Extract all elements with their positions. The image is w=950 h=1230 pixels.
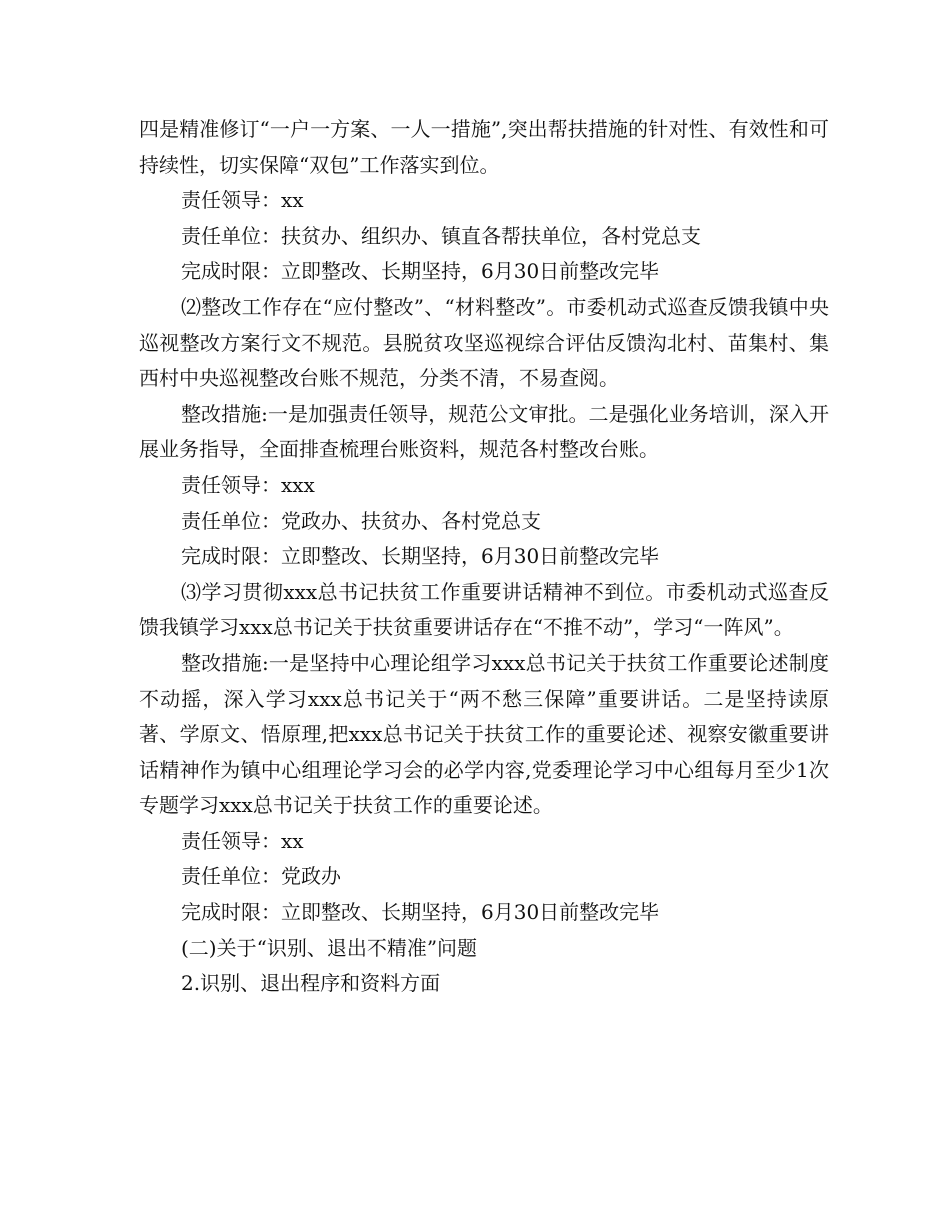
paragraph-issue-3: ⑶学习贯彻xxx总书记扶贫工作重要讲话精神不到位。市委机动式巡查反馈我镇学习xxx总书记关于扶贫重要讲话存在“不推不动”，学习“一阵风”。	[139, 579, 829, 640]
paragraph-responsible-leader-3: 责任领导：xx	[181, 828, 304, 853]
paragraph-measure-4: 四是精准修订“一户一方案、一人一措施”,突出帮扶措施的针对性、有效性和可持续性，切实保障“双包”工作落实到位。	[139, 117, 829, 177]
paragraph-responsible-unit-3: 责任单位：党政办	[181, 864, 341, 889]
paragraph-deadline-3: 完成时限：立即整改、长期坚持，6月30日前整改完毕	[181, 900, 660, 925]
subsection-heading-procedures: 2.识别、退出程序和资料方面	[181, 971, 441, 996]
paragraph-responsible-unit-1: 责任单位：扶贫办、组织办、镇直各帮扶单位，各村党总支	[181, 223, 701, 248]
paragraph-measures-3: 整改措施:一是坚持中心理论组学习xxx总书记关于扶贫工作重要论述制度不动摇，深入学习xxx总书记关于“两不愁三保障”重要讲话。二是坚持读原著、学原文、悟原理,把xxx总书记关于扶贫工作的重要论述、视察安徽重要讲话精神作为镇中心组理论学习会的必学内容,党委理论学习中心组每月至少1次专题学习xxx总书记关于扶贫工作的重要论述。	[139, 650, 829, 818]
paragraph-issue-2: ⑵整改工作存在“应付整改”、“材料整改”。市委机动式巡查反馈我镇中央巡视整改方案行文不规范。县脱贫攻坚巡视综合评估反馈沟北村、苗集村、集西村中央巡视整改台账不规范，分类不清，不易查阅。	[139, 294, 829, 391]
section-heading-identification: (二)关于“识别、退出不精准”问题	[181, 935, 478, 960]
paragraph-deadline-2: 完成时限：立即整改、长期坚持，6月30日前整改完毕	[181, 544, 660, 569]
document-body	[139, 112, 829, 1002]
paragraph-responsible-leader-1: 责任领导：xx	[181, 188, 304, 213]
paragraph-responsible-leader-2: 责任领导：xxx	[181, 472, 315, 497]
paragraph-measures-2: 整改措施:一是加强责任领导，规范公文审批。二是强化业务培训，深入开展业务指导，全面排查梳理台账资料，规范各村整改台账。	[139, 401, 829, 462]
paragraph-deadline-1: 完成时限：立即整改、长期坚持，6月30日前整改完毕	[181, 259, 660, 284]
paragraph-responsible-unit-2: 责任单位：党政办、扶贫办、各村党总支	[181, 508, 541, 533]
